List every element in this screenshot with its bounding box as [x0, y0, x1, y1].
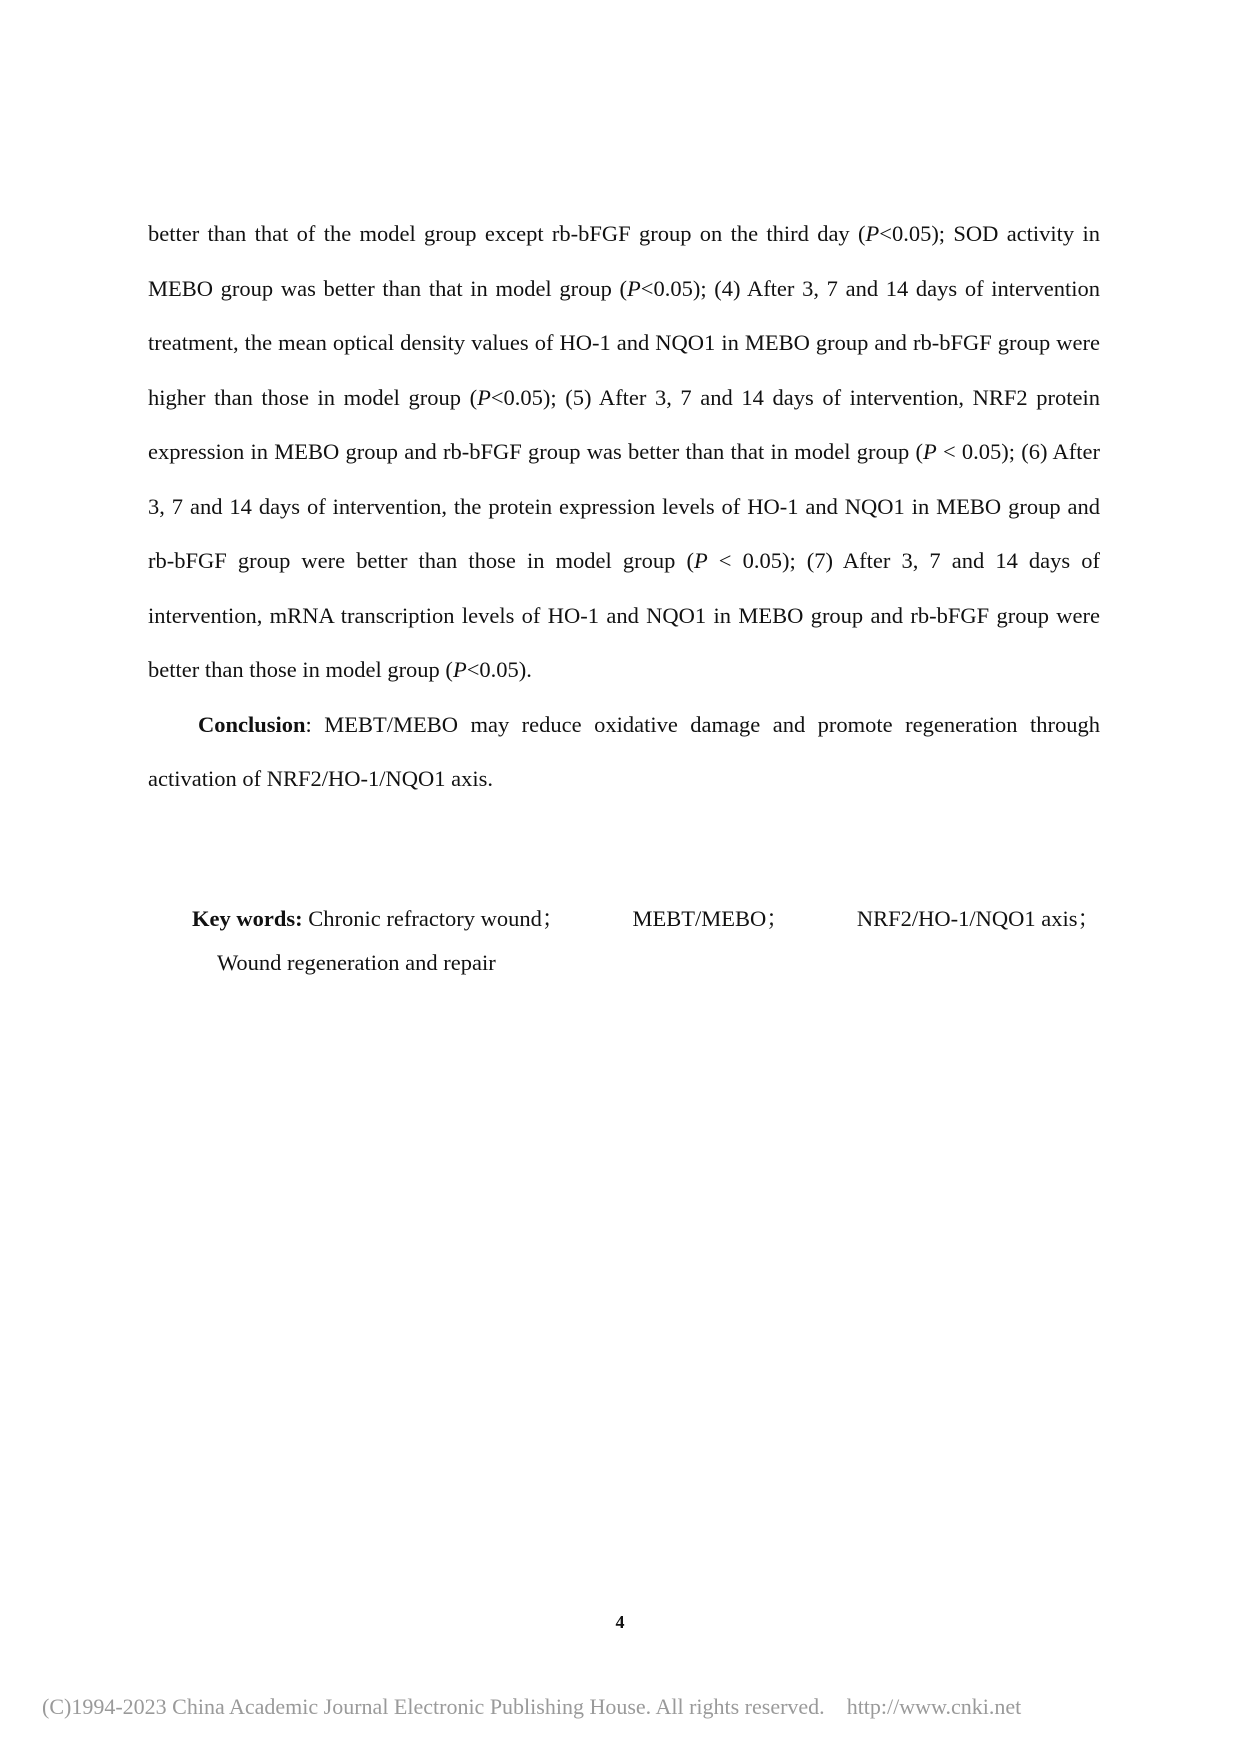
results-text-1: better than that of the model group except rb-bFGF group on the third day ( — [148, 221, 866, 246]
copyright-footer — [42, 1694, 1142, 1720]
conclusion-paragraph — [148, 698, 1100, 807]
p-value-symbol: P — [693, 548, 708, 573]
results-paragraph — [148, 207, 1100, 698]
p-value-symbol: P — [452, 657, 467, 682]
p-value-symbol: P — [477, 384, 491, 410]
results-text-3: <0.05); (4) After 3, 7 and 14 days of intervention treatment, the mean optical density values of HO-1 and NQO1 in MEBO group and rb-bFGF group were higher than those in model group ( — [148, 275, 1100, 410]
conclusion-label: Conclusion — [198, 711, 306, 737]
abstract-body — [148, 207, 1100, 807]
results-text-5: < 0.05); (6) After 3, 7 and 14 days of intervention, the protein expression levels of HO-1 and NQO1 in MEBO group and rb-bFGF group were better than those in model group ( — [148, 439, 1100, 573]
keywords-block — [192, 897, 1100, 985]
keyword-item: MEBT/MEBO； — [632, 906, 789, 931]
results-text-2: <0.05); SOD activity in MEBO group was better than that in model group ( — [148, 221, 1100, 301]
results-text-7: <0.05). — [466, 657, 532, 682]
keyword-item: Chronic refractory wound； — [308, 906, 565, 931]
copyright-text: (C)1994-2023 China Academic Journal Electronic Publishing House. All rights reserved. — [42, 1694, 825, 1719]
footer-url: http://www.cnki.net — [846, 1694, 1022, 1719]
p-value-symbol: P — [922, 439, 937, 464]
keywords-label: Key words: — [192, 906, 303, 931]
keyword-item: NRF2/HO-1/NQO1 axis； — [856, 906, 1100, 931]
results-text-6: < 0.05); (7) After 3, 7 and 14 days of intervention, mRNA transcription levels of HO-1 and NQO1 in MEBO group and rb-bFGF group were better than those in model group ( — [148, 548, 1100, 682]
results-text-4: <0.05); (5) After 3, 7 and 14 days of intervention, NRF2 protein expression in MEBO group and rb-bFGF group was better than that in model group ( — [148, 384, 1100, 464]
conclusion-text: : MEBT/MEBO may reduce oxidative damage and promote regeneration through activation of NRF2/HO-1/NQO1 axis. — [148, 711, 1100, 791]
p-value-symbol: P — [865, 221, 880, 246]
keyword-item: Wound regeneration and repair — [217, 950, 496, 975]
page-number: 4 — [615, 1612, 625, 1632]
keywords-line — [192, 897, 1100, 941]
p-value-symbol: P — [627, 275, 641, 301]
keywords-first-group — [192, 897, 564, 941]
keywords-line — [192, 941, 1100, 985]
